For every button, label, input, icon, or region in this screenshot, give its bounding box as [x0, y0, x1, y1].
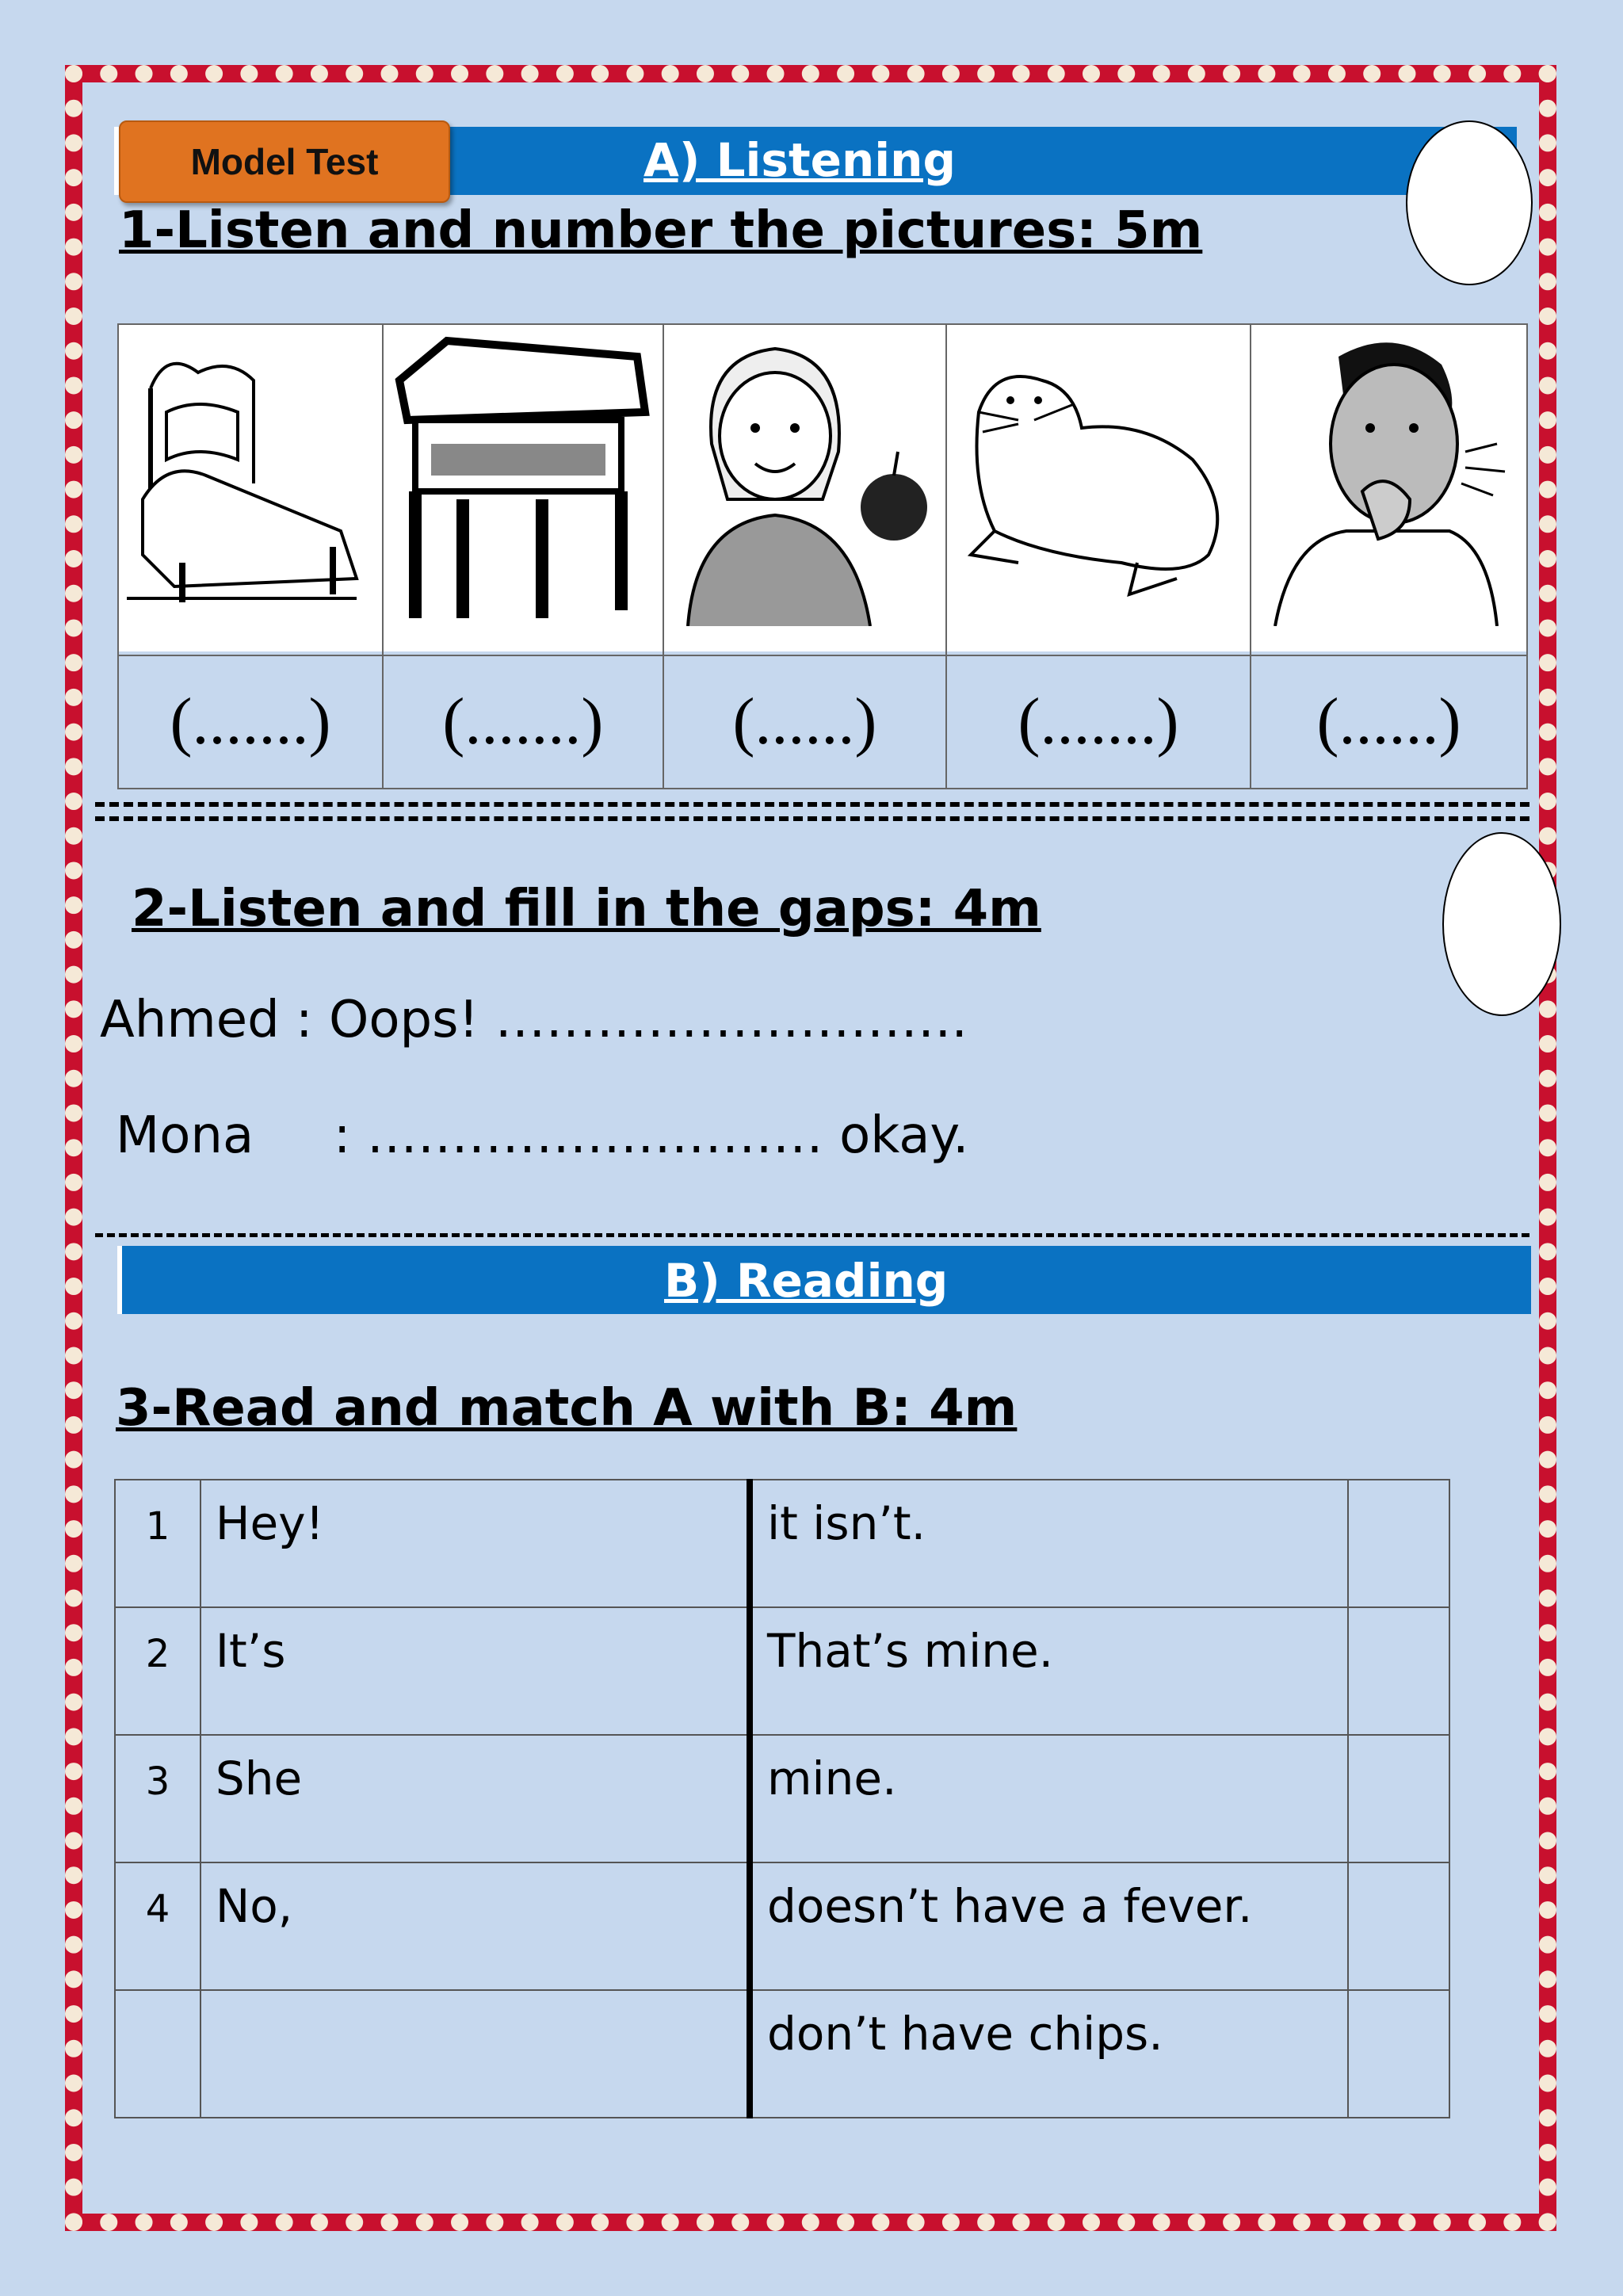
girl-with-apple-icon — [664, 325, 945, 651]
seal-icon — [947, 325, 1250, 651]
row-number: 3 — [115, 1735, 200, 1862]
answer-cell[interactable] — [1348, 1735, 1449, 1862]
answer-blank[interactable]: (.......) — [383, 655, 663, 789]
column-a-cell: She — [200, 1735, 750, 1862]
picture-cell — [663, 324, 946, 655]
answer-blank[interactable]: (......) — [663, 655, 946, 789]
q2-title: 2-Listen and fill in the gaps: 4m — [132, 880, 1041, 938]
table-row — [115, 1735, 1449, 1862]
dashed-separator — [95, 1233, 1529, 1237]
coughing-boy-icon — [1251, 325, 1526, 651]
answer-blank[interactable]: (.......) — [118, 655, 383, 789]
row-number: 2 — [115, 1607, 200, 1735]
column-b-cell: That’s mine. — [750, 1607, 1348, 1735]
column-a-cell: No, — [200, 1862, 750, 1990]
table-row — [115, 1862, 1449, 1990]
column-a-cell — [200, 1990, 750, 2118]
section-a-title: A) Listening — [643, 133, 956, 187]
answer-cell[interactable] — [1348, 1862, 1449, 1990]
picture-cell — [946, 324, 1251, 655]
dialogue-line-2 — [116, 1106, 969, 1165]
model-test-tab: Model Test — [119, 120, 450, 203]
column-a-cell: It’s — [200, 1607, 750, 1735]
row-number: 1 — [115, 1480, 200, 1607]
double-separator — [95, 802, 1529, 821]
row-number — [115, 1990, 200, 2118]
table-row — [115, 1607, 1449, 1735]
q3-title: 3-Read and match A with B: 4m — [116, 1379, 1018, 1438]
picture-cell — [383, 324, 663, 655]
section-b-title: B) Reading — [664, 1254, 949, 1308]
picture-cell — [1251, 324, 1527, 655]
answer-cell[interactable] — [1348, 1480, 1449, 1607]
dialogue-text[interactable]: : Oops! ………………………. — [296, 991, 968, 1049]
answer-cell[interactable] — [1348, 1607, 1449, 1735]
dialogue-line-1 — [100, 991, 968, 1049]
score-oval-2 — [1442, 832, 1561, 1016]
desk-icon — [384, 325, 663, 651]
speaker-name: Ahmed — [100, 991, 280, 1049]
answer-cell[interactable] — [1348, 1990, 1449, 2118]
column-b-cell: it isn’t. — [750, 1480, 1348, 1607]
column-b-cell: mine. — [750, 1735, 1348, 1862]
bed-icon — [119, 325, 382, 651]
picture-cell — [118, 324, 383, 655]
table-row — [115, 1480, 1449, 1607]
row-number: 4 — [115, 1862, 200, 1990]
column-b-cell: don’t have chips. — [750, 1990, 1348, 2118]
match-table — [114, 1479, 1450, 2118]
column-b-cell: doesn’t have a fever. — [750, 1862, 1348, 1990]
table-row — [115, 1990, 1449, 2118]
dialogue-text[interactable]: : ……………………… okay. — [333, 1106, 969, 1165]
score-oval-1 — [1406, 120, 1533, 285]
pictures-table — [117, 323, 1528, 789]
q1-title: 1-Listen and number the pictures: 5m — [119, 201, 1203, 260]
speaker-name: Mona — [116, 1106, 254, 1165]
answer-blank[interactable]: (.......) — [946, 655, 1251, 789]
column-a-cell: Hey! — [200, 1480, 750, 1607]
answer-blank[interactable]: (......) — [1251, 655, 1527, 789]
